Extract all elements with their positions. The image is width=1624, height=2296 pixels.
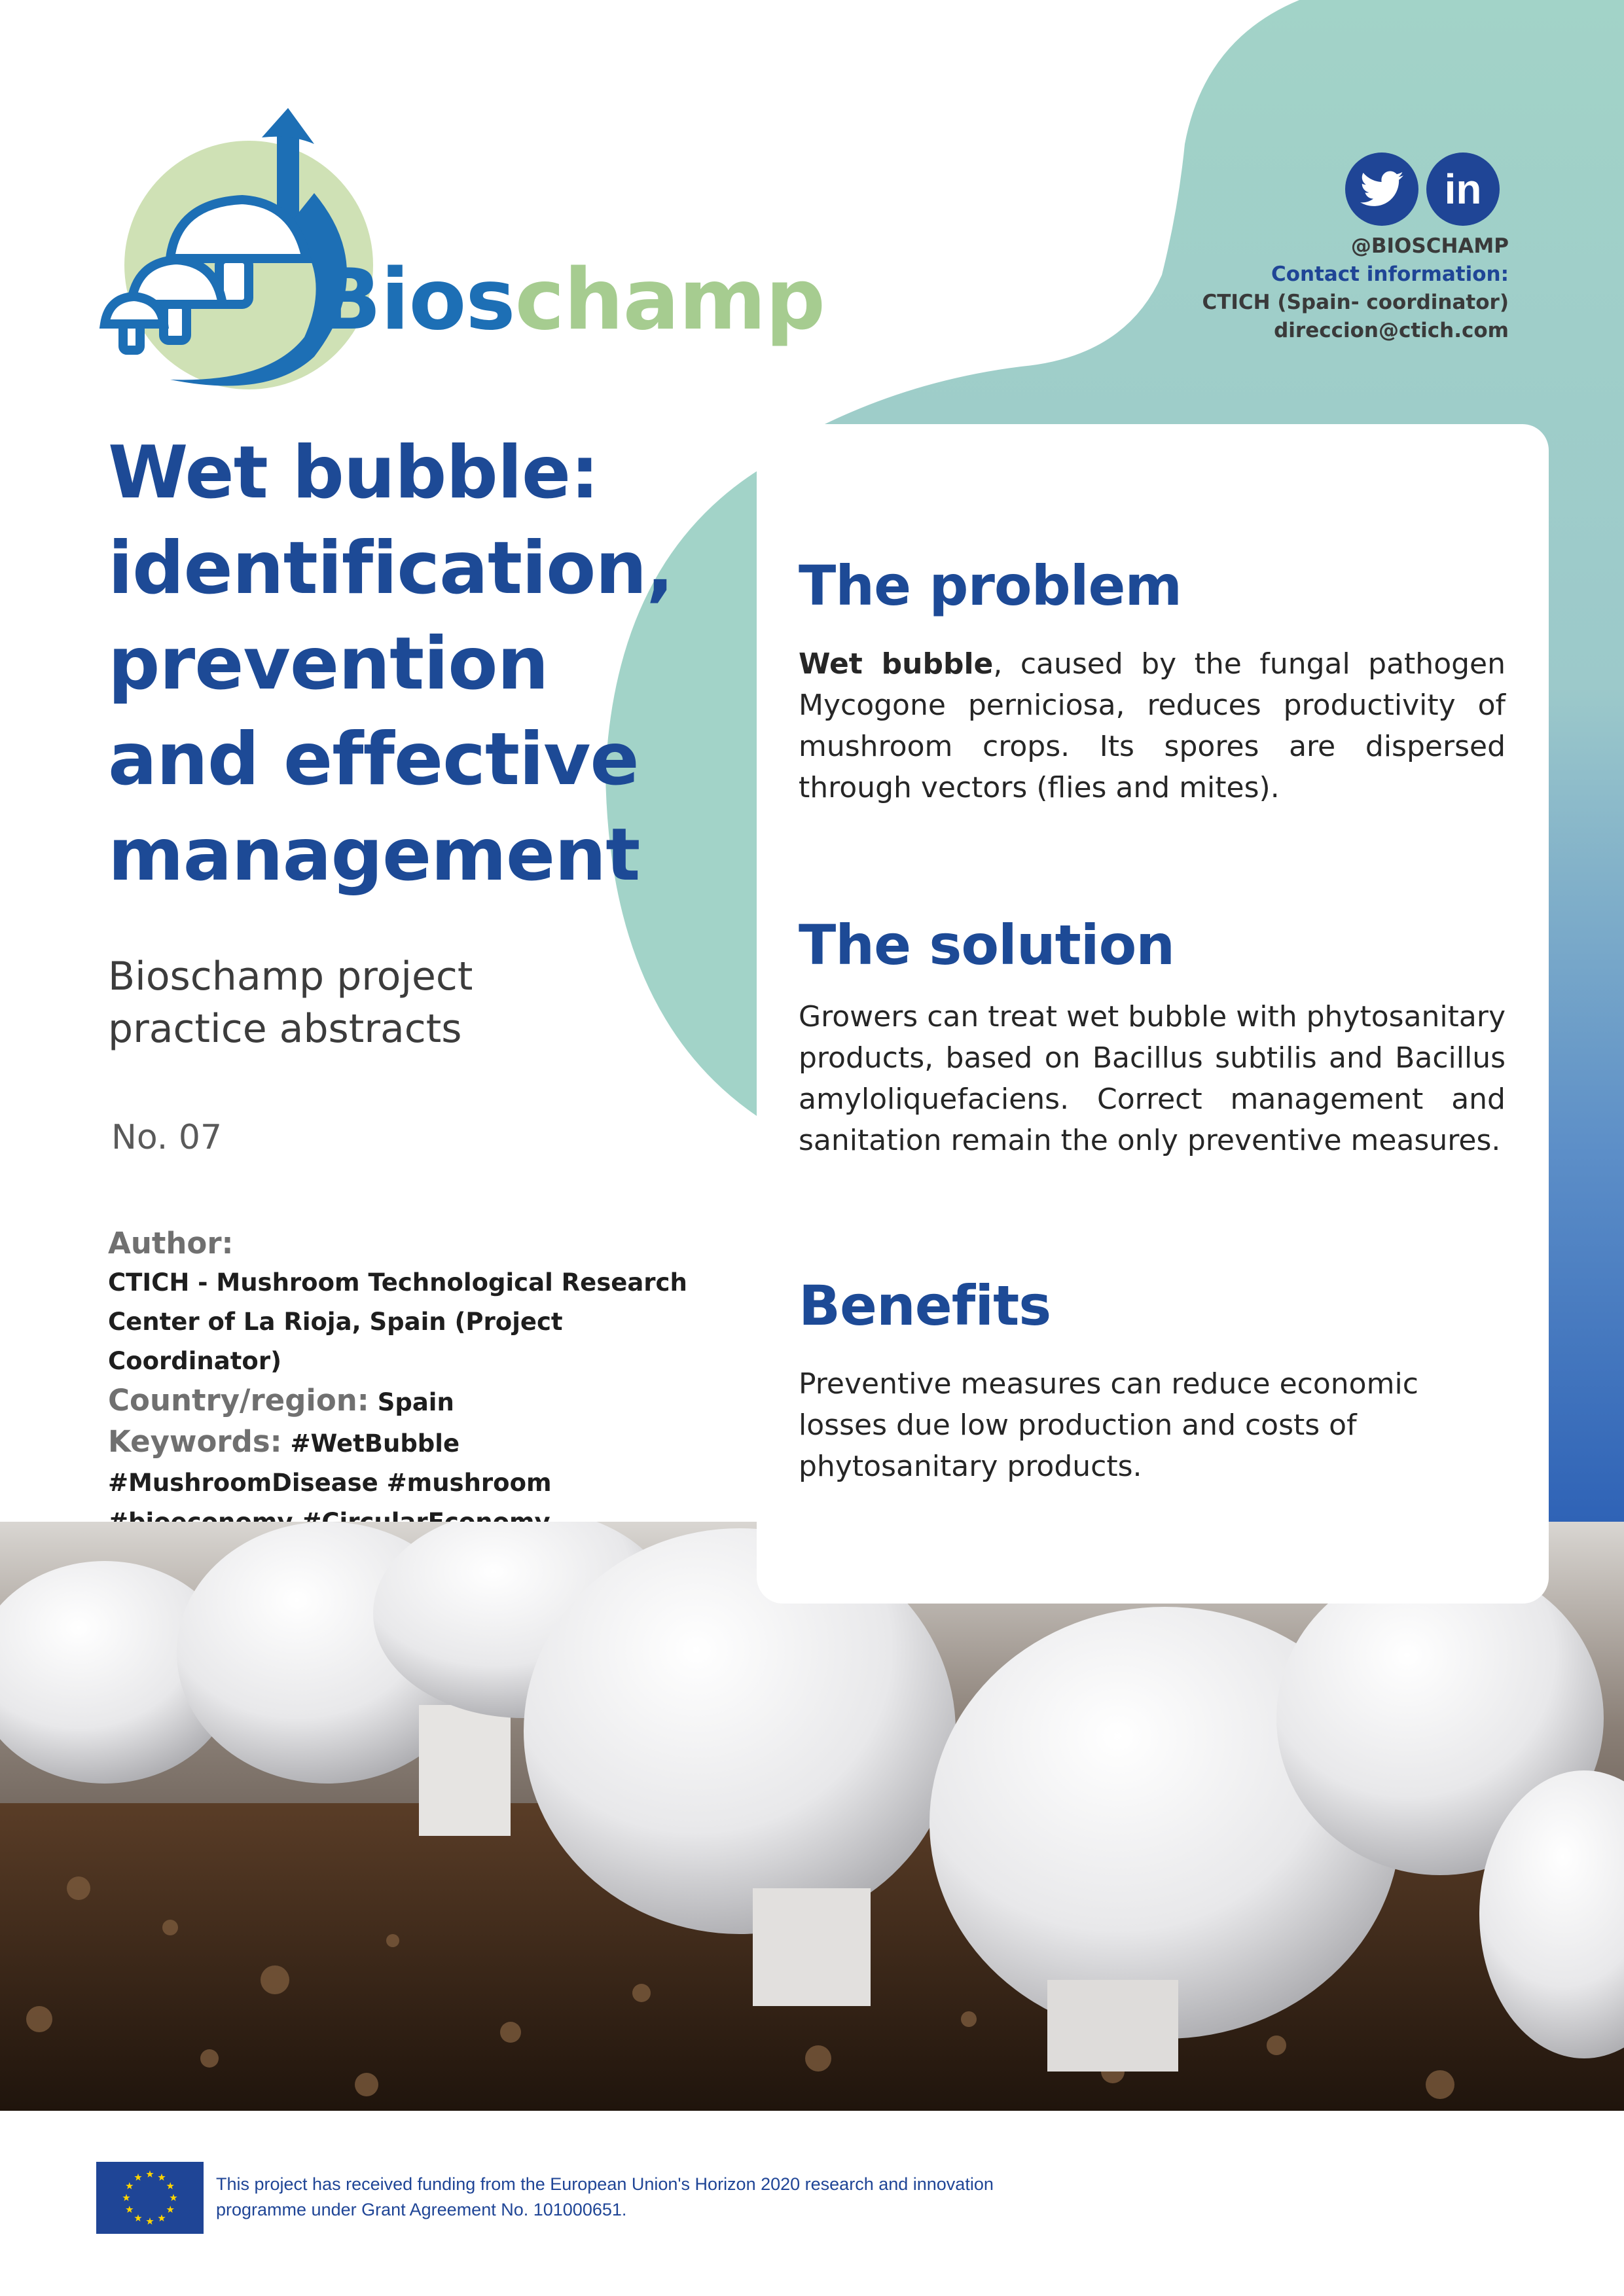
title-line: management [108, 813, 640, 897]
country-label: Country/region: [108, 1383, 369, 1418]
problem-bold-term: Wet bubble [799, 647, 994, 681]
logo-wordmark [317, 251, 825, 349]
section-heading-benefits: Benefits [799, 1274, 1051, 1338]
wordmark-part-1: Bios [317, 251, 515, 349]
section-text-solution: Growers can treat wet bubble with phytosanitary products, based on Bacillus subtilis and Bacillus amyloliquefaciens. Correct management and sanitation remain the only preventive measures. [799, 1000, 1506, 1157]
title-line: prevention [108, 622, 549, 706]
funding-statement: This project has received funding from the European Union's Horizon 2020 research and innovation programme under Grant Agreement No. 101000651. [216, 2174, 994, 2219]
abstract-number: No. 07 [111, 1118, 223, 1157]
metadata-block [108, 1224, 736, 1542]
title-line: Wet bubble: [108, 431, 599, 515]
author-label: Author: [108, 1226, 234, 1261]
wordmark-part-2: champ [514, 251, 825, 349]
section-heading-problem: The problem [799, 554, 1182, 618]
subtitle-line: Bioschamp project [108, 954, 473, 999]
social-links [1345, 152, 1500, 226]
country-value: Spain [377, 1388, 454, 1416]
page-title [108, 425, 763, 903]
linkedin-icon[interactable]: in [1426, 152, 1500, 226]
section-text-problem [799, 643, 1506, 808]
keywords-value: #WetBubble #MushroomDisease #mushroom [108, 1429, 552, 1497]
title-line: identification, [108, 526, 674, 611]
subtitle [108, 950, 697, 1055]
eu-flag-icon [96, 2162, 204, 2234]
mushroom-photo [0, 1522, 1624, 2111]
keywords-label: Keywords: [108, 1424, 282, 1459]
problem-text: , caused by the fungal pathogen Mycogone perniciosa, reduces productivity of mushroom crops. Its spores are dispersed through vectors (flies and mites). [799, 647, 1506, 804]
subtitle-line: practice abstracts [108, 1006, 462, 1052]
social-handle: @BIOSCHAMP [1350, 234, 1509, 258]
contact-org: CTICH (Spain- coordinator) [1202, 291, 1509, 314]
contact-block [1116, 232, 1509, 345]
title-line: and effective [108, 717, 639, 802]
author-value: CTICH - Mushroom Technological Research Center of La Rioja, Spain (Project Coordinator) [108, 1268, 687, 1375]
contact-label: Contact information: [1271, 262, 1509, 286]
contact-email[interactable]: direccion@ctich.com [1274, 319, 1509, 342]
section-text-benefits: Preventive measures can reduce economic losses due low production and costs of phytosanitary products. [799, 1367, 1418, 1483]
twitter-icon[interactable] [1345, 152, 1418, 226]
section-heading-solution: The solution [799, 913, 1175, 977]
